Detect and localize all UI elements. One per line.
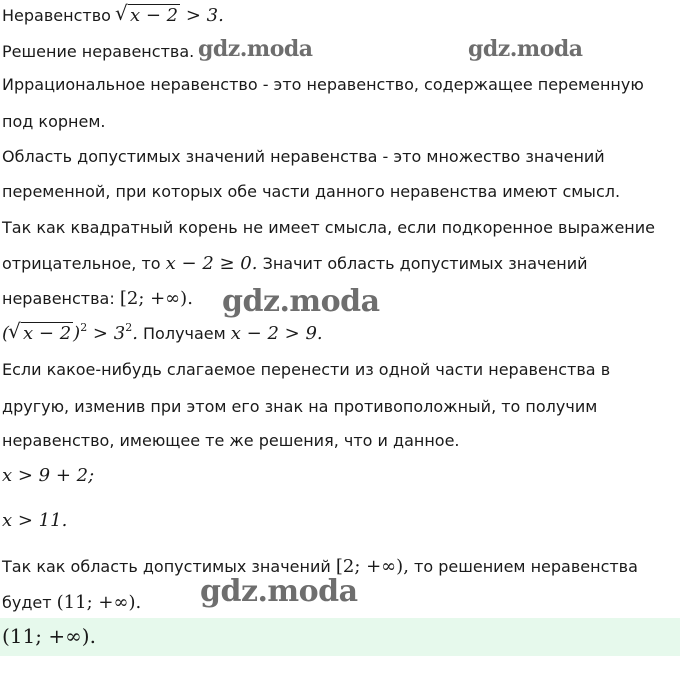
solution-formula: (11; +∞). xyxy=(56,592,142,613)
problem-label: Неравенство xyxy=(2,6,111,25)
text-line: отрицательное, то x − 2 ≥ 0. Значит область допустимых значений xyxy=(2,253,588,274)
text-line: неравенства: [2; +∞). xyxy=(2,288,193,309)
text-line: Так как область допустимых значений [2; +∞), то решением неравенства xyxy=(2,556,638,577)
sqrt-sign-icon: √ x − 2 xyxy=(9,323,73,344)
text-line: Так как квадратный корень не имеет смысла, если подкоренное выражение xyxy=(2,218,655,237)
domain-formula: [2; +∞). xyxy=(119,288,193,309)
watermark: gdz.moda xyxy=(200,574,358,609)
watermark: gdz.moda xyxy=(468,36,583,62)
sqrt-sign-icon: √ x − 2 xyxy=(116,5,180,26)
text-line: под корнем. xyxy=(2,112,106,131)
text-line: Иррациональное неравенство - это неравенство, содержащее переменную xyxy=(2,75,644,94)
watermark: gdz.moda xyxy=(198,36,313,62)
squaring-line: (√ x − 2 )$^2 > 3^2$. Получаем x − 2 > 9. xyxy=(2,321,323,344)
problem-statement xyxy=(2,5,224,26)
text-line: будет (11; +∞). xyxy=(2,592,142,613)
watermark: gdz.moda xyxy=(222,284,380,319)
text-line: другую, изменив при этом его знак на противоположный, то получим xyxy=(2,397,598,416)
inline-formula: x − 2 > 9. xyxy=(230,323,323,344)
text-line: Если какое-нибудь слагаемое перенести из одной части неравенства в xyxy=(2,360,611,379)
text-line: переменной, при которых обе части данного неравенства имеют смысл. xyxy=(2,182,621,201)
answer-box xyxy=(0,618,680,656)
domain-formula: [2; +∞), xyxy=(335,556,409,577)
formula-line: x > 11. xyxy=(2,510,68,531)
problem-formula: √ x − 2 > 3. xyxy=(116,5,224,26)
text-line: неравенство, имеющее те же решения, что и данное. xyxy=(2,431,460,450)
text-line: Область допустимых значений неравенства - это множество значений xyxy=(2,147,605,166)
solution-heading: Решение неравенства. xyxy=(2,42,195,61)
inline-formula: x − 2 ≥ 0. xyxy=(165,253,258,274)
answer-formula: (11; +∞). xyxy=(2,624,96,648)
formula-line: x > 9 + 2; xyxy=(2,465,95,486)
squaring-formula: (√ x − 2 )$^2 > 3^2$. xyxy=(2,323,138,344)
